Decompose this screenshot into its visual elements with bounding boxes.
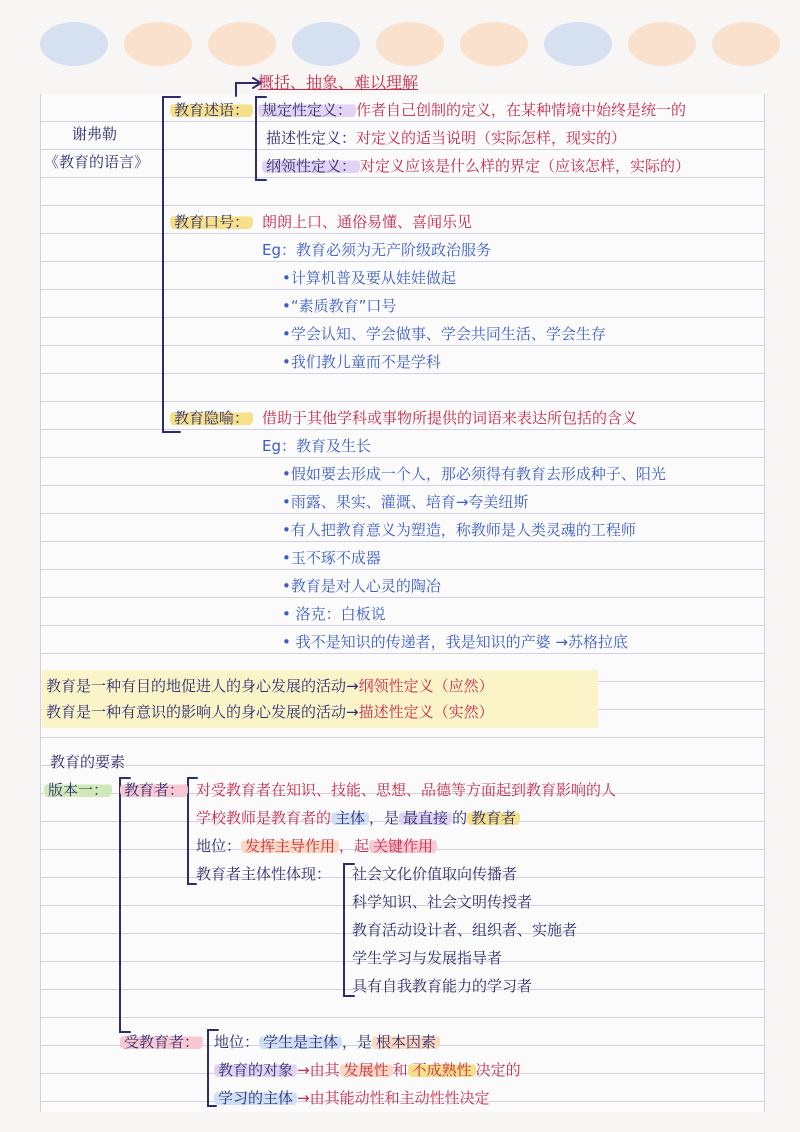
list-item: •计算机普及要从娃娃做起 — [282, 269, 456, 287]
elements-title: 教育的要素 — [50, 753, 126, 771]
educator-line1: 对受教育者在知识、技能、思想、品德等方面起到教育影响的人 — [196, 781, 617, 799]
slogans-label: 教育口号： — [170, 212, 253, 232]
educator-line2: 学校教师是教育者的 主体 ，是 最直接 的 教育者 — [196, 808, 520, 828]
list-item: •玉不琢不成器 — [282, 549, 381, 567]
slogans-eg: Eg：教育必须为无产阶级政治服务 — [262, 241, 492, 259]
author-name: 谢弗勒 — [72, 125, 118, 143]
list-item: 具有自我教育能力的学习者 — [352, 977, 533, 995]
educatee-subject: 学习的主体 →由其能动性和主动性性决定 — [214, 1088, 490, 1108]
list-item: •雨露、果实、灌溉、培育→夸美纽斯 — [282, 493, 529, 511]
list-item: •教育是对人心灵的陶冶 — [282, 577, 441, 595]
educatee-object: 教育的对象 →由其 发展性 和 不成熟性 决定的 — [214, 1060, 521, 1080]
list-item: • 我不是知识的传递者，我是知识的产婆 →苏格拉底 — [282, 633, 628, 651]
educator-subjectivity-label: 教育者主体性体现： — [196, 865, 332, 883]
educator-label: 教育者： — [120, 780, 188, 800]
educatee-label: 受教育者： — [120, 1032, 203, 1052]
metaphors-eg: Eg：教育及生长 — [262, 437, 371, 455]
list-item: •“素质教育”口号 — [282, 297, 397, 315]
educatee-status: 地位： 学生是主体 ，是 根本因素 — [214, 1032, 440, 1052]
statement-row-3 — [262, 156, 690, 176]
list-item: •有人把教育意义为塑造，称教师是人类灵魂的工程师 — [282, 521, 636, 539]
list-item: 科学知识、社会文明传授者 — [352, 893, 533, 911]
list-item: 教育活动设计者、组织者、实施者 — [352, 921, 578, 939]
statement-term: 描述性定义： — [266, 129, 357, 147]
metaphors-desc: 借助于其他学科或事物所提供的词语来表达所包括的含义 — [262, 409, 638, 427]
definition-row: 教育是一种有意识的影响人的身心发展的活动→描述性定义（实然） — [46, 703, 494, 721]
metaphors-label: 教育隐喻： — [170, 408, 253, 428]
top-note: 概括、抽象、难以理解 — [258, 73, 419, 92]
list-item: 社会文化价值取向传播者 — [352, 865, 518, 883]
statement-text: 对定义应该是什么样的界定（应该怎样，实际的） — [360, 157, 691, 175]
list-item: • 洛克：白板说 — [282, 605, 386, 623]
list-item: •学会认知、学会做事、学会共同生活、学会生存 — [282, 325, 606, 343]
statement-row-2 — [266, 128, 626, 148]
slogans-desc: 朗朗上口、通俗易懂、喜闻乐见 — [262, 213, 473, 231]
definition-row: 教育是一种有目的地促进人的身心发展的活动→纲领性定义（应然） — [46, 677, 494, 695]
list-item: •我们教儿童而不是学科 — [282, 353, 441, 371]
statement-row-1 — [258, 100, 686, 120]
statement-text: 对定义的适当说明（实际怎样，现实的） — [356, 129, 627, 147]
educator-status: 地位： 发挥主导作用 ，起 关键作用 — [196, 836, 437, 856]
version-label: 版本一： — [44, 780, 112, 800]
statement-text: 作者自己创制的定义，在某种情境中始终是统一的 — [356, 101, 687, 119]
statement-term: 规定性定义： — [258, 101, 356, 119]
list-item: •假如要去形成一个人，那必须得有教育去形成种子、阳光 — [282, 465, 666, 483]
statements-label: 教育述语： — [170, 100, 253, 120]
list-item: 学生学习与发展指导者 — [352, 949, 503, 967]
statement-term: 纲领性定义： — [262, 157, 360, 175]
author-book: 《教育的语言》 — [44, 153, 150, 171]
